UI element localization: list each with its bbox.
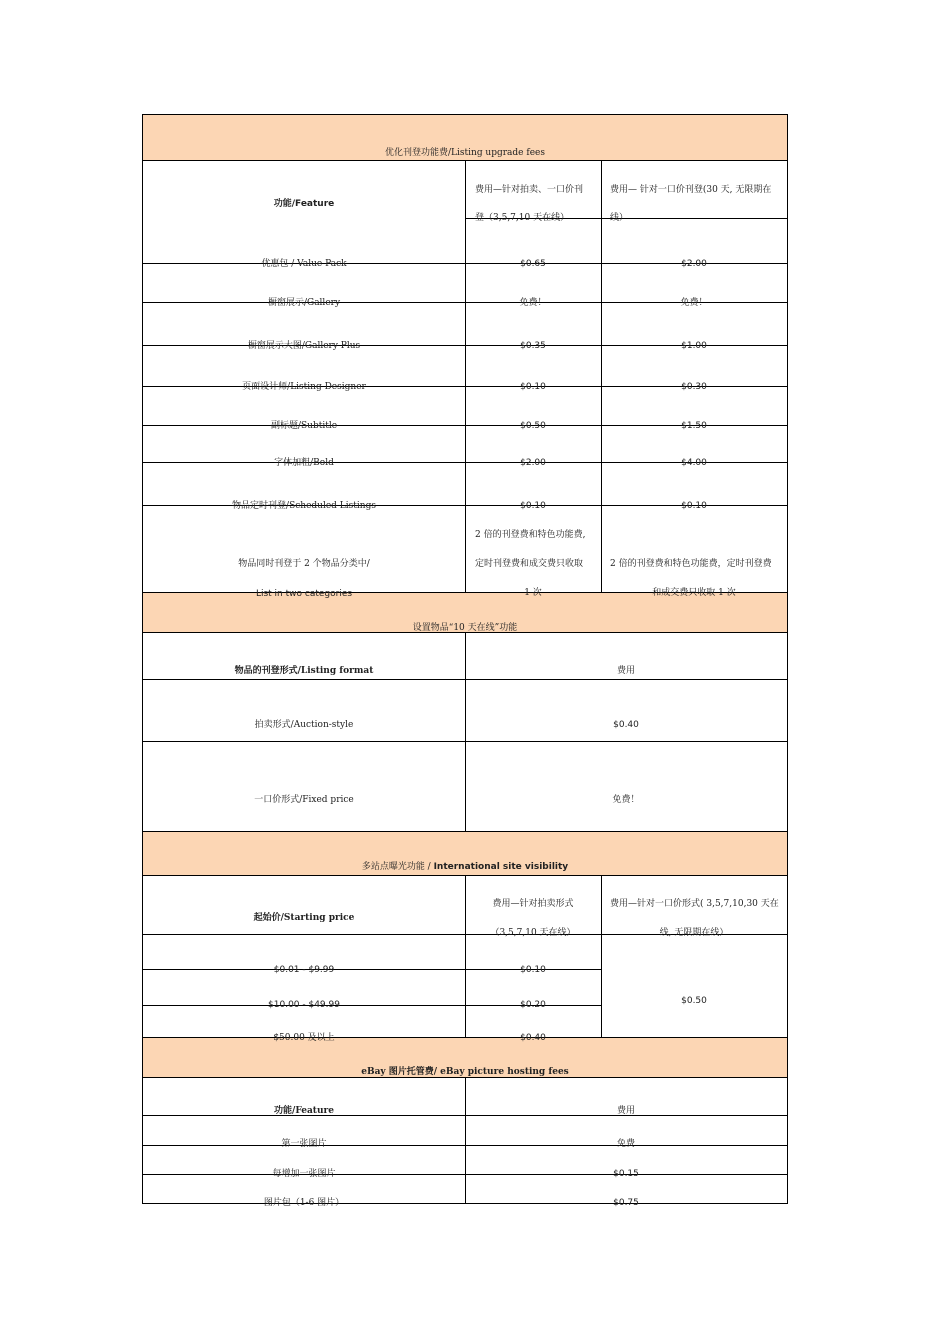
upgrade-row-feature: 字体加粗/Bold xyxy=(274,458,334,468)
upgrade-row-auction-fee: $0.50 xyxy=(520,421,546,431)
upgrade-row-auction-fee: $0.10 xyxy=(520,501,546,511)
ten-day-fee-header: 费用 xyxy=(616,666,636,676)
upgrade-row-feature: 橱窗展示/Gallery xyxy=(267,298,341,308)
intl-row-price: $50.00 及以上 xyxy=(273,1033,335,1043)
two-cat-feature-line1: 物品同时刊登于 2 个物品分类中/ xyxy=(238,559,370,569)
picture-row-feature: 图片包（1-6 图片） xyxy=(263,1198,345,1208)
upgrade-row-feature: 优惠包 / Value Pack xyxy=(261,259,347,269)
picture-title-text: eBay 图片托管费/ eBay picture hosting fees xyxy=(361,1067,569,1077)
upgrade-fixed-header-line1: 费用— 针对一口价刊登(30 天, 无限期在 xyxy=(610,185,772,195)
intl-auction-header-line2: （3,5,7,10 天在线） xyxy=(490,928,576,938)
intl-section-title xyxy=(362,862,568,873)
ten-day-row-format: 一口价形式/Fixed price xyxy=(254,795,354,805)
intl-price-header-text: 起始价/Starting price xyxy=(253,913,355,923)
two-cat-feature-line2: List in two categories xyxy=(255,589,353,599)
ten-day-row-fee: $0.40 xyxy=(613,720,639,730)
upgrade-fixed-header-line2: 线） xyxy=(610,213,629,223)
upgrade-row-feature: 副标题/Subtitle xyxy=(270,421,338,431)
upgrade-row-auction-fee: $0.10 xyxy=(520,382,546,392)
intl-title-en: International site visibility xyxy=(433,862,569,872)
intl-row-auction-fee: $0.10 xyxy=(520,965,546,975)
upgrade-row-fixed-fee: $0.10 xyxy=(681,501,707,511)
ten-day-row-format: 拍卖形式/Auction-style xyxy=(254,720,354,730)
picture-feature-header: 功能/Feature xyxy=(274,1106,334,1116)
two-cat-fixed-line1: 2 倍的刊登费和特色功能费，定时刊登费 xyxy=(610,559,772,569)
picture-row-fee: $0.15 xyxy=(613,1169,639,1179)
grid-line xyxy=(601,160,602,592)
grid-line xyxy=(465,632,466,831)
grid-line xyxy=(465,875,466,1037)
upgrade-row-fixed-fee: 免费！ xyxy=(680,298,708,308)
grid-line xyxy=(601,875,602,1037)
picture-fee-header: 费用 xyxy=(616,1106,636,1116)
grid-line xyxy=(143,1037,787,1038)
ten-day-section-title: 设置物品“10 天在线”功能 xyxy=(412,623,518,633)
ten-day-format-header-text: 物品的刊登形式/Listing format xyxy=(234,666,374,676)
two-cat-auction-line3: 1 次 xyxy=(524,588,542,598)
upgrade-row-feature: 物品定时刊登/Scheduled Listings xyxy=(232,501,376,511)
picture-row-feature: 每增加一张图片 xyxy=(272,1169,336,1179)
upgrade-auction-header-line1: 费用—针对拍卖、一口价刊 xyxy=(475,185,584,195)
upgrade-row-fixed-fee: $4.00 xyxy=(681,458,707,468)
upgrade-row-auction-fee: $2.00 xyxy=(520,458,546,468)
upgrade-row-auction-fee: $0.65 xyxy=(520,259,546,269)
grid-line xyxy=(465,1077,466,1204)
intl-title-cn: 多站点曝光功能 / xyxy=(361,862,434,872)
grid-line xyxy=(465,160,466,592)
grid-line xyxy=(143,831,787,832)
upgrade-row-fixed-fee: $1.00 xyxy=(681,341,707,351)
upgrade-feature-header: 功能/Feature xyxy=(273,199,335,209)
two-cat-auction-line1: 2 倍的刊登费和特色功能费, xyxy=(475,530,586,540)
upgrade-row-feature: 页面设计师/Listing Designer xyxy=(242,382,366,392)
upgrade-row-auction-fee: 免费！ xyxy=(519,298,547,308)
intl-row-price: $0.01 - $9.99 xyxy=(273,965,335,975)
intl-fixed-fee: $0.50 xyxy=(681,996,707,1006)
picture-row-feature: 第一张图片 xyxy=(281,1139,327,1149)
picture-row-fee: 免费 xyxy=(616,1139,636,1149)
two-cat-auction-line2: 定时刊登费和成交费只收取 xyxy=(475,559,584,569)
upgrade-row-fixed-fee: $2.00 xyxy=(681,259,707,269)
fee-table xyxy=(142,114,788,1208)
upgrade-title-text: 优化刊登功能费/Listing upgrade fees xyxy=(385,148,545,158)
upgrade-auction-header-line2: 登（3,5,7,10 天在线） xyxy=(475,213,570,223)
intl-fixed-header-line2: 线, 无限期在线） xyxy=(659,928,729,938)
upgrade-row-fixed-fee: $0.30 xyxy=(681,382,707,392)
intl-price-header xyxy=(254,913,355,924)
intl-row-auction-fee: $0.40 xyxy=(520,1033,546,1043)
ten-day-row-fee: 免费！ xyxy=(612,795,640,805)
two-cat-fixed-line2: 和成交费只收取 1 次 xyxy=(652,588,736,598)
picture-section-title xyxy=(361,1067,569,1078)
ten-day-format-header xyxy=(235,666,374,677)
upgrade-row-auction-fee: $0.35 xyxy=(520,341,546,351)
upgrade-section-title xyxy=(385,148,545,159)
intl-row-auction-fee: $0.20 xyxy=(520,1000,546,1010)
picture-row-fee: $0.75 xyxy=(613,1198,639,1208)
intl-fixed-header-line1: 费用—针对一口价形式( 3,5,7,10,30 天在 xyxy=(610,899,779,909)
intl-auction-header-line1: 费用—针对拍卖形式 xyxy=(492,899,574,909)
intl-row-price: $10.00 - $49.99 xyxy=(268,1000,340,1010)
upgrade-row-fixed-fee: $1.50 xyxy=(681,421,707,431)
upgrade-row-feature: 橱窗展示大图/Gallery Plus xyxy=(247,341,361,351)
